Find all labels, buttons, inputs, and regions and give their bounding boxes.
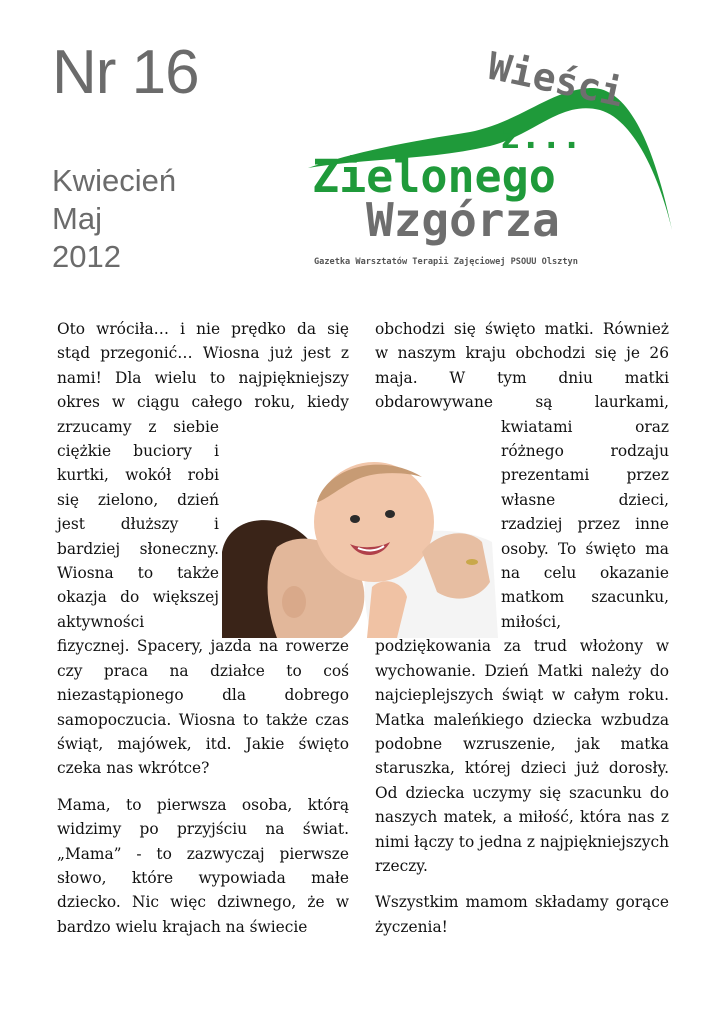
logo-subtitle: Gazetka Warsztatów Terapii Zajęciowej PSOUU Olsztyn xyxy=(314,257,578,267)
newsletter-logo xyxy=(300,40,680,276)
article-paragraph-4: Wszystkim mamom składamy gorące życzenia! xyxy=(375,893,669,936)
logo-word-zielonego: Zielonego xyxy=(312,150,556,203)
issue-date-year: 2012 xyxy=(52,239,121,274)
logo-word-z: z... xyxy=(500,117,582,157)
article-column-right xyxy=(375,317,669,951)
logo-word-wzgorza: Wzgórza xyxy=(366,193,560,247)
logo-word-wiesci: Wieści xyxy=(484,43,628,116)
issue-date-month-1: Kwiecień xyxy=(52,163,177,198)
article-paragraph-3: obchodzi się święto matki. Również w naszym kraju obchodzi się je 26 maja. W tym dniu matki obdarowywane są laurkami, kwiatami oraz różnego rodzaju prezentami przez własne dzieci, rzadziej przez inne osoby. To święto ma na celu okazanie matkom szacunku, miłości, podziękowania za trud włożony w wychowanie. Dzień Matki należy do najcieplejszych świąt w całym roku. Matka maleńkiego dziecka wzbudza podobne wzruszenie, jak matka staruszka, której dzieci już dorosły. Od dziecka uczymy się szacunku do naszych matek, a miłość, która nas z nimi łączy to jedna z najpiękniejszych rzeczy. xyxy=(375,320,669,875)
article-paragraph-1: Oto wróciła… i nie prędko da się stąd przegonić… Wiosna już jest z nami! Dla wielu to najpiękniejszy okres w ciągu całego roku, kiedy zrzucamy z siebie ciężkie buciory i kurtki, wokół robi się zielono, dzień jest dłuższy i bardziej słoneczny. Wiosna to także okazja do większej aktywności fizycznej. Spacery, jazda na rowerze czy praca na działce to coś niezastąpionego dla dobrego samopoczucia. Wiosna to także czas świąt, majówek, itd. Jakie święto czeka nas wkrótce? xyxy=(57,320,349,778)
issue-number: Nr 16 xyxy=(52,38,199,107)
issue-date xyxy=(52,162,176,276)
article-column-left xyxy=(57,317,349,951)
article-paragraph-2: Mama, to pierwsza osoba, którą widzimy po przyjściu na świat. „Mama” - to zazwyczaj pierwsze słowo, które wypowiada małe dziecko. Nic więc dziwnego, że w bardzo wielu krajach na świecie xyxy=(57,795,349,936)
issue-date-month-2: Maj xyxy=(52,201,102,236)
